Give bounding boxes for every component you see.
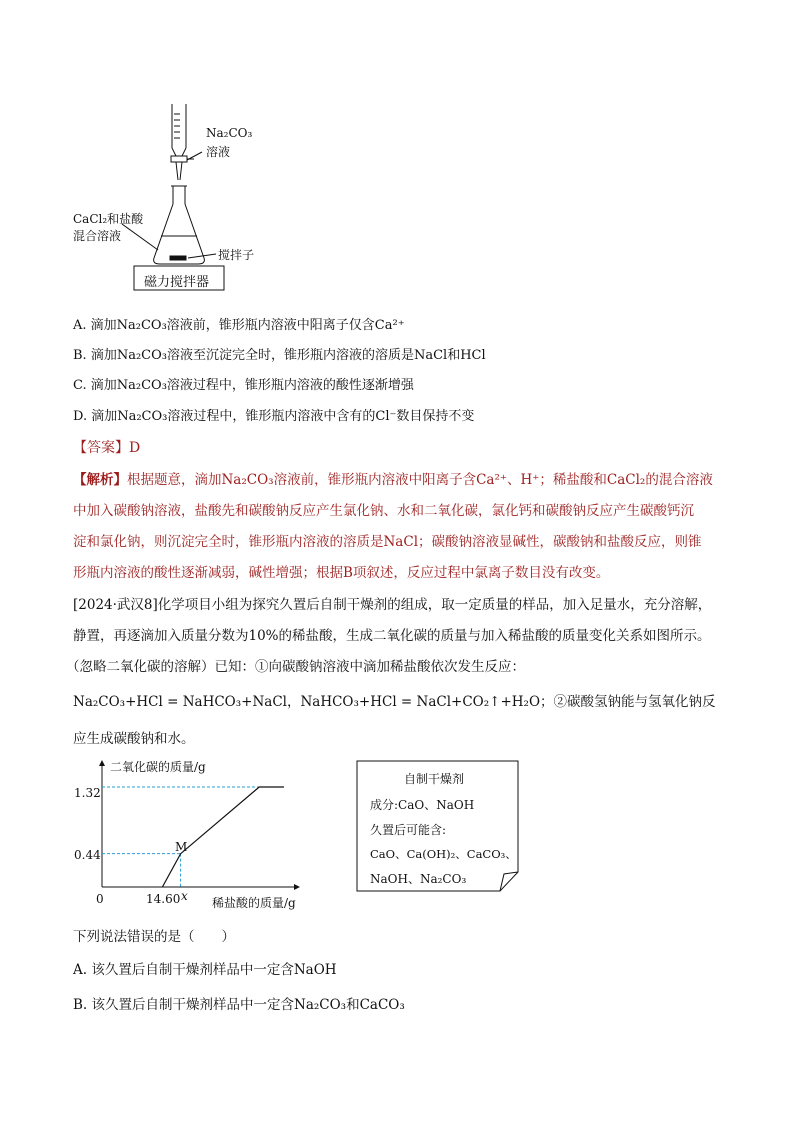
co2-chart [72,752,322,912]
label-card-line1: 成分:CaO、NaOH [370,798,475,812]
q1-option-c: C. 滴加Na₂CO₃溶液过程中，锥形瓶内溶液的酸性逐渐增强 [73,378,414,393]
label-card-title: 自制干燥剂 [404,772,465,786]
burette-formula-label: Na₂CO₃ [206,126,253,140]
flask-label-line1: CaCl₂和盐酸 [73,212,144,226]
q2-stem-line1: [2024·武汉8]化学项目小组为探究久置后自制干燥剂的组成，取一定质量的样品，加入足量水，充分溶解， [73,597,712,613]
q2-stem-line5: 应生成碳酸钠和水。 [73,731,195,747]
chart-x-tick-1: 14.60 [146,892,181,906]
apparatus-figure [70,100,270,300]
q1-analysis-line2: 中加入碳酸钠溶液，盐酸先和碳酸钠反应产生氯化钠、水和二氧化碳，氯化钙和碳酸钠反应产生碳酸钙沉 [73,503,694,519]
label-card-line4: NaOH、Na₂CO₃ [370,872,467,886]
q1-option-b: B. 滴加Na₂CO₃溶液至沉淀完全时，锥形瓶内溶液的溶质是NaCl和HCl [73,348,486,363]
chart-y-tick-1: 0.44 [74,848,101,862]
chart-point-label: M [175,840,188,854]
q1-analysis-line1 [73,468,713,488]
flask-label-line2: 混合溶液 [73,229,122,243]
chart-x-axis-label: 稀盐酸的质量/g [212,896,296,910]
q1-analysis-line3: 淀和氯化钠，则沉淀完全时，锥形瓶内溶液的溶质是NaCl；碳酸钠溶液显碱性，碳酸钠和盐酸反应，则锥 [73,534,702,550]
chart-origin-label: 0 [96,892,104,906]
stirrer-label: 搅拌子 [218,248,255,262]
chart-series-line [162,787,284,887]
analysis-text-1: 根据题意，滴加Na₂CO₃溶液前，锥形瓶内溶液中阳离子含Ca²⁺、H⁺；稀盐酸和CaCl₂的混合溶液 [127,472,713,488]
chart-y-axis-arrow [99,760,105,766]
label-card-line3: CaO、Ca(OH)₂、CaCO₃、 [370,847,517,861]
q2-option-a: A. 该久置后自制干燥剂样品中一定含NaOH [73,962,337,978]
q2-equation-line: Na₂CO₃+HCl = NaHCO₃+NaCl，NaHCO₃+HCl = NaCl+CO₂↑+H₂O；②碳酸氢钠能与氢氧化钠反 [73,694,716,710]
q1-analysis-line4: 形瓶内溶液的酸性逐渐减弱，碱性增强；根据B项叙述，反应过程中氯离子数目没有改变。 [73,565,610,581]
q1-answer: 【答案】D [73,440,141,456]
q2-option-b: B. 该久置后自制干燥剂样品中一定含Na₂CO₃和CaCO₃ [73,997,405,1013]
chart-x-axis-arrow [294,884,300,890]
chart-y-tick-2: 1.32 [74,786,101,800]
q1-option-d: D. 滴加Na₂CO₃溶液过程中，锥形瓶内溶液中含有的Cl⁻数目保持不变 [73,409,475,424]
desiccant-label-card [356,760,520,892]
q2-stem-line3: （忽略二氧化碳的溶解）已知：①向碳酸钠溶液中滴加稀盐酸依次发生反应： [66,659,525,675]
burette-solution-label: 溶液 [206,145,231,159]
q1-option-a: A. 滴加Na₂CO₃溶液前，锥形瓶内溶液中阳离子仅含Ca²⁺ [73,318,405,333]
q2-stem-line2: 静置，再逐滴加入质量分数为10%的稀盐酸，生成二氧化碳的质量与加入稀盐酸的质量变化关系如图所示。 [73,628,711,644]
chart-svg [72,752,322,912]
analysis-label: 【解析】 [73,472,127,488]
magnetic-stirrer-label: 磁力搅拌器 [144,275,210,290]
label-card-line2: 久置后可能含: [370,823,447,837]
q2-question: 下列说法错误的是（ ） [73,929,235,945]
chart-y-axis-label: 二氧化碳的质量/g [110,760,206,774]
chart-x-tick-2: x [181,889,188,903]
